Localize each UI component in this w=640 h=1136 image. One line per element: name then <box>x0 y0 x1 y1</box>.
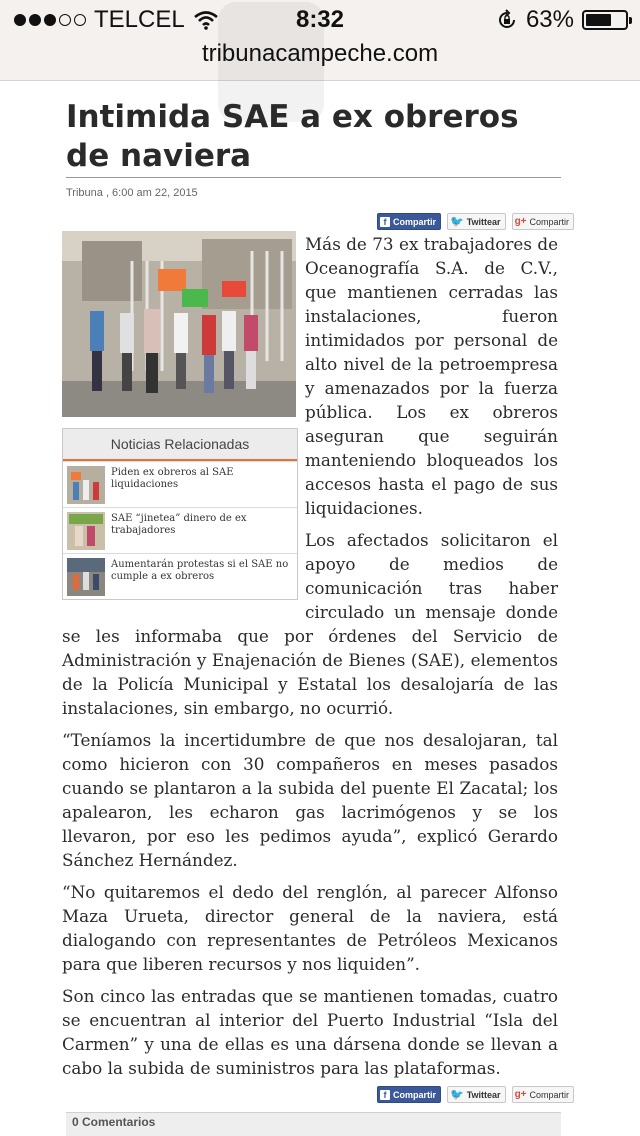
google-plus-share-button[interactable]: g+ Compartir <box>512 1086 574 1103</box>
twitter-icon: 🐦 <box>450 1089 464 1101</box>
address-bar[interactable]: tribunacampeche.com <box>201 40 439 67</box>
related-heading: Noticias Relacionadas <box>63 429 297 461</box>
paragraph: “Teníamos la incertidumbre de que nos desalojaran, tal como hicieron con 30 compañeros en meses pasados cuando se plantaron a la subida del puente El Zacatal; los apalearon, les echaron gas lacrimógenos y se los llevaron, por eso les pedimos ayuda”, explicó Gerardo Sánchez Hernández. <box>62 730 558 870</box>
facebook-share-button[interactable]: f Compartir <box>377 1086 441 1103</box>
paragraph: Los afectados solicitaron el apoyo de medios de comunicación tras haber circulado un mensaje donde se les informaba que por órdenes del Servicio de Administración y Enajenación de Bienes (SAE), elementos de la Policía Municipal y Estatal los desalojaría de las instalaciones, sin embargo, no ocurrió. <box>62 530 558 718</box>
lock-rotation-icon <box>496 9 518 31</box>
twitter-share-button[interactable]: 🐦 Twittear <box>447 1086 506 1103</box>
article-title: Intimida SAE a ex obreros de naviera <box>66 99 519 174</box>
clock: 8:32 <box>295 6 345 33</box>
title-divider <box>66 177 561 178</box>
google-plus-icon: g+ <box>514 1089 527 1100</box>
status-right <box>496 6 628 34</box>
related-title[interactable]: Piden ex obreros al SAE liquidaciones <box>111 467 234 490</box>
google-plus-icon: g+ <box>514 216 527 227</box>
related-title[interactable]: SAE “jinetea” dinero de ex trabajadores <box>111 513 247 536</box>
facebook-icon: f <box>380 217 390 227</box>
twitter-share-button[interactable]: 🐦 Twittear <box>447 213 506 230</box>
share-bar-top <box>377 213 574 230</box>
google-plus-share-button[interactable]: g+ Compartir <box>512 213 574 230</box>
paragraph: Más de 73 ex trabajadores de Oceanografía S.A. de C.V., que mantienen cerradas las instalaciones, fueron intimidados por personal de alto nivel de la petroempresa y amenazados por la fuerza pública. Los ex obreros aseguran que seguirán manteniendo bloqueados los accesos hasta el pago de sus liquidaciones. <box>305 234 558 518</box>
paragraph: “No quitaremos el dedo del renglón, al parecer Alfonso Maza Urueta, director general de la naviera, está dialogando con representantes de Petróleos Mexicanos para que liberen recursos y nos liquiden”. <box>62 882 558 974</box>
facebook-share-button[interactable]: f Compartir <box>377 213 441 230</box>
battery-percent: 63% <box>525 6 574 33</box>
article-meta: Tribuna , 6:00 am 22, 2015 <box>66 187 198 199</box>
comments-header[interactable]: 0 Comentarios <box>66 1112 561 1136</box>
share-bar-bottom <box>377 1086 574 1103</box>
status-bar <box>0 0 640 81</box>
twitter-icon: 🐦 <box>450 216 464 228</box>
carrier-name: TELCEL <box>94 6 185 33</box>
paragraph: Son cinco las entradas que se mantienen tomadas, cuatro se encuentran al interior del Puerto Industrial “Isla del Carmen” y una de ellas es una dársena donde se llevan a cabo la subida de suministros para las plataformas. <box>62 986 558 1078</box>
related-title[interactable]: Aumentarán protestas si el SAE no cumple a ex obreros <box>111 559 289 582</box>
battery-icon <box>582 10 628 30</box>
facebook-icon: f <box>380 1090 390 1100</box>
article-body <box>62 232 558 1088</box>
